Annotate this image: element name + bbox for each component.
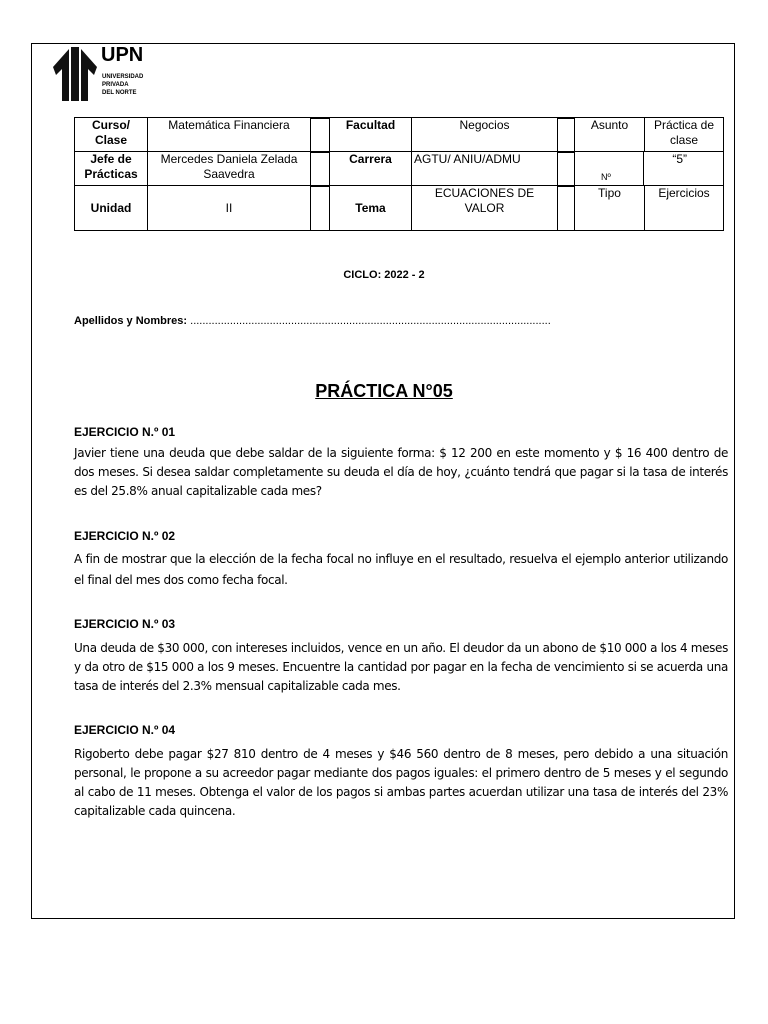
numero-value: “5”: [672, 152, 687, 166]
tipo-label: Tipo: [575, 186, 645, 231]
checkbox-cell: [311, 186, 330, 231]
numero-cell: [575, 152, 724, 186]
unidad-value: II: [148, 186, 311, 231]
exercise-text: A fin de mostrar que la elección de la fecha focal no influye en el resultado, resuelva el ejemplo anterior utilizando el final del mes dos como fecha focal.: [74, 552, 728, 587]
carrera-label: Carrera: [330, 152, 412, 186]
logo-name: UPN: [101, 44, 144, 66]
curso-label: Curso/ Clase: [75, 118, 148, 152]
exercise-text: Rigoberto debe pagar $27 810 dentro de 4 meses y $46 560 dentro de 8 meses, pero debido a una situación personal, le propone a su acreedor pagar mediante dos pagos iguales: el primero dentro de 5 meses y el segundo al cabo de 11 meses. Obtenga el valor de los pagos si ambas partes acuerdan utilizar una tasa de interés del 23% capitalizable cada quincena.: [74, 747, 728, 818]
course-info-table: [74, 117, 724, 231]
exercise-heading: EJERCICIO N.º 02: [74, 529, 176, 543]
exercise-text: Una deuda de $30 000, con intereses incluidos, vence en un año. El deudor da un abono de $10 000 a los 4 meses y da otro de $15 000 a los 9 meses. Encuentre la cantidad por pagar en la fecha de vencimiento si se acuerda una tasa de interés del 2.3% mensual capitalizable cada mes.: [74, 641, 728, 693]
jefe-value: Mercedes Daniela Zelada Saavedra: [148, 152, 311, 186]
logo-subtitle-3: DEL NORTE: [102, 90, 137, 96]
tipo-value: Ejercicios: [645, 186, 724, 231]
exercise-heading: EJERCICIO N.º 03: [74, 617, 176, 631]
page-title: PRÁCTICA N°05: [315, 381, 453, 401]
apellidos-dotted-line: ......................................................................................................................: [187, 315, 551, 327]
numero-label: Nº: [601, 172, 611, 182]
facultad-label: Facultad: [330, 118, 412, 152]
upn-logo: [53, 44, 153, 101]
logo-subtitle-2: PRIVADA: [102, 82, 129, 88]
jefe-label: Jefe de Prácticas: [75, 152, 148, 186]
carrera-value: AGTU/ ANIU/ADMU: [412, 152, 558, 186]
asunto-value: Práctica de clase: [645, 118, 724, 152]
checkbox-cell: [311, 152, 330, 186]
ciclo-text: CICLO: 2022 - 2: [343, 269, 425, 281]
exercise-heading: EJERCICIO N.º 04: [74, 723, 176, 737]
apellidos-field: [74, 315, 551, 327]
checkbox-cell: [558, 186, 575, 231]
facultad-value: Negocios: [412, 118, 558, 152]
checkbox-cell: [558, 152, 575, 186]
exercise-heading: EJERCICIO N.º 01: [74, 425, 176, 439]
numero-divider: [643, 152, 644, 185]
logo-subtitle-1: UNIVERSIDAD: [102, 74, 144, 80]
checkbox-cell: [558, 118, 575, 152]
tema-value: ECUACIONES DE VALOR: [412, 186, 558, 231]
tema-label: Tema: [330, 186, 412, 231]
curso-value: Matemática Financiera: [148, 118, 311, 152]
checkbox-cell: [311, 118, 330, 152]
apellidos-label: Apellidos y Nombres:: [74, 315, 188, 327]
upn-arrow-logo-icon: [53, 47, 97, 101]
exercise-text: Javier tiene una deuda que debe saldar de la siguiente forma: $ 12 200 en este momento y $ 16 400 dentro de dos meses. Si desea saldar completamente su deuda el día de hoy, ¿cuánto tendrá que pagar si la tasa de interés es del 25.8% anual capitalizable cada mes?: [74, 446, 728, 498]
unidad-label: Unidad: [75, 186, 148, 231]
asunto-label: Asunto: [575, 118, 645, 152]
